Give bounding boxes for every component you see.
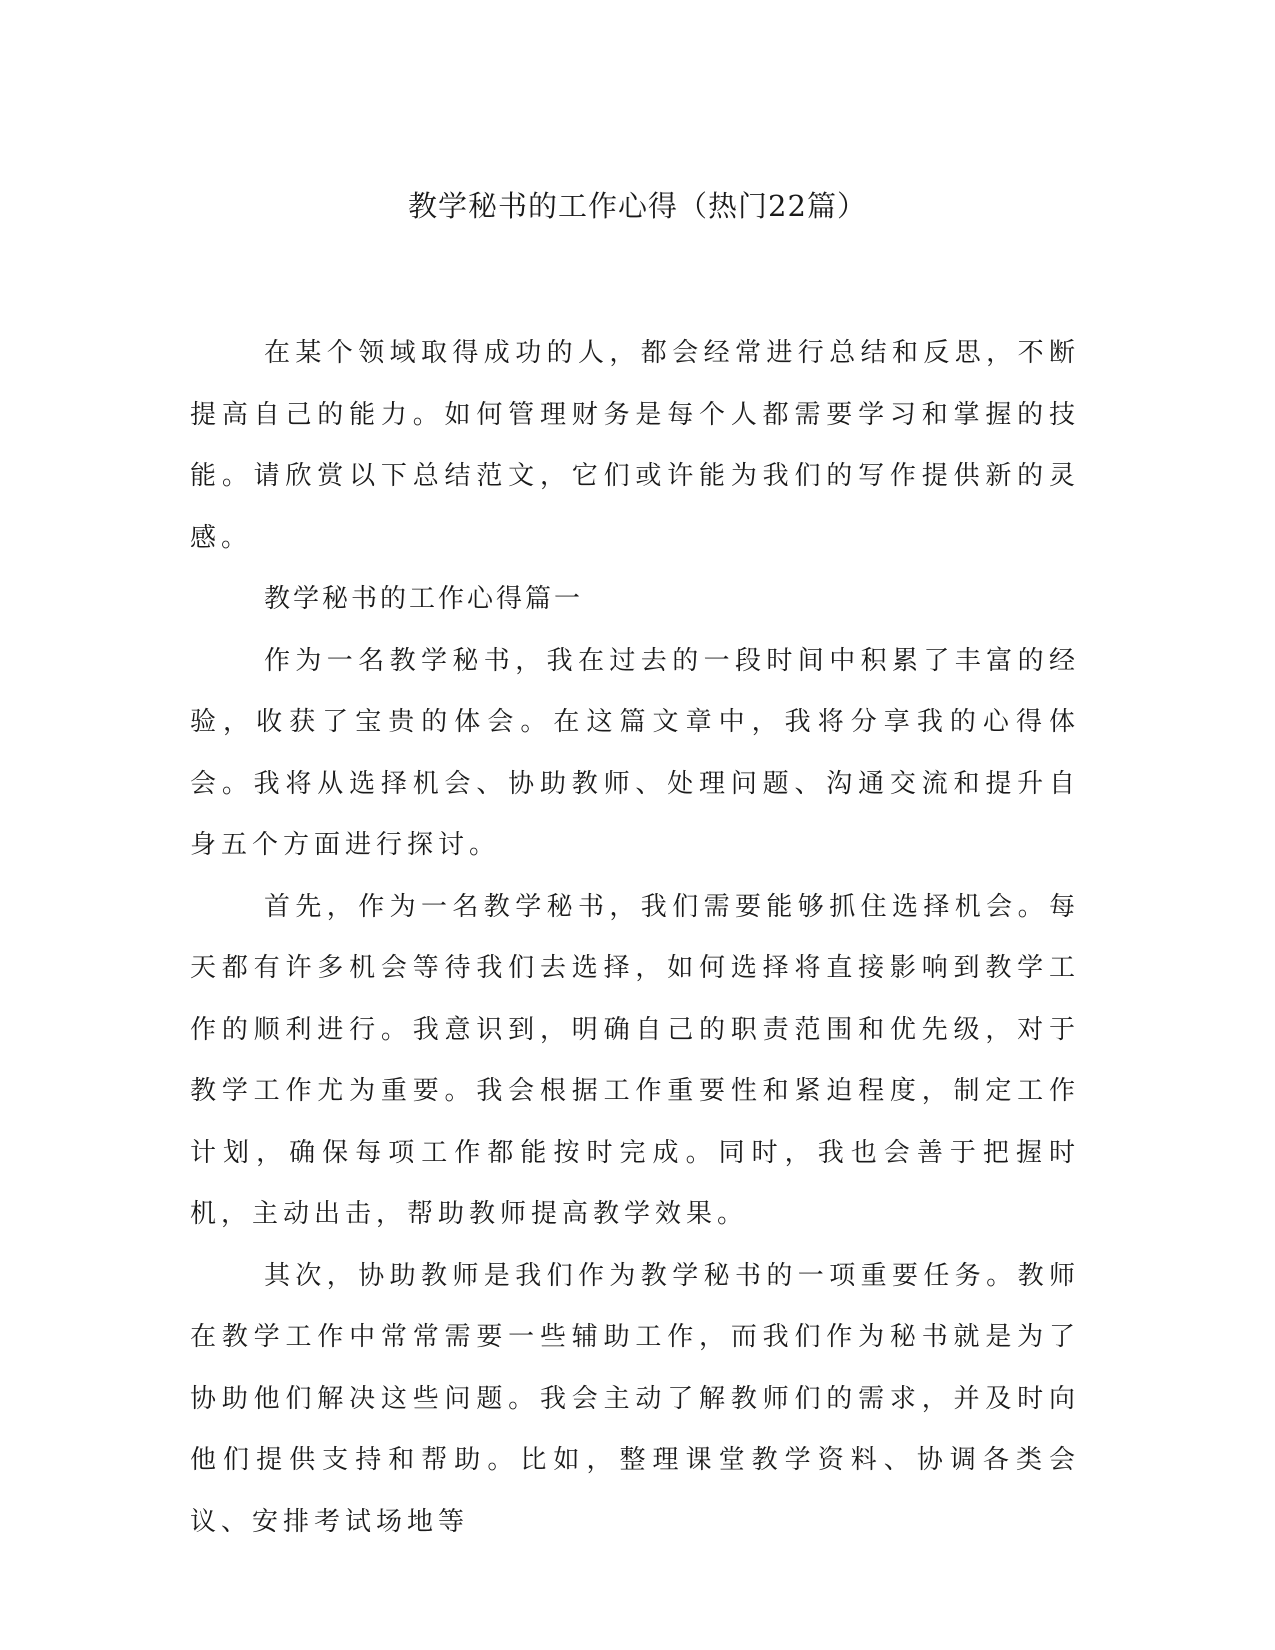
- section-heading: 教学秘书的工作心得篇一: [264, 584, 584, 614]
- intro-paragraph: 在某个领域取得成功的人，都会经常进行总结和反思，不断提高自己的能力。如何管理财务是每个人都需要学习和掌握的技能。请欣赏以下总结范文，它们或许能为我们的写作提供新的灵感。: [190, 338, 1080, 553]
- document-body: [190, 323, 1080, 1553]
- body-paragraph: 其次，协助教师是我们作为教学秘书的一项重要任务。教师在教学工作中常常需要一些辅助工作，而我们作为秘书就是为了协助他们解决这些问题。我会主动了解教师们的需求，并及时向他们提供支持和帮助。比如，整理课堂教学资料、协调各类会议、安排考试场地等: [190, 1260, 1080, 1537]
- document-title: 教学秘书的工作心得（热门22篇）: [408, 189, 867, 223]
- body-paragraph: 首先，作为一名教学秘书，我们需要能够抓住选择机会。每天都有许多机会等待我们去选择，如何选择将直接影响到教学工作的顺利进行。我意识到，明确自己的职责范围和优先级，对于教学工作尤为重要。我会根据工作重要性和紧迫程度，制定工作计划，确保每项工作都能按时完成。同时，我也会善于把握时机，主动出击，帮助教师提高教学效果。: [190, 891, 1080, 1229]
- body-paragraph: 作为一名教学秘书，我在过去的一段时间中积累了丰富的经验，收获了宝贵的体会。在这篇文章中，我将分享我的心得体会。我将从选择机会、协助教师、处理问题、沟通交流和提升自身五个方面进行探讨。: [190, 645, 1080, 860]
